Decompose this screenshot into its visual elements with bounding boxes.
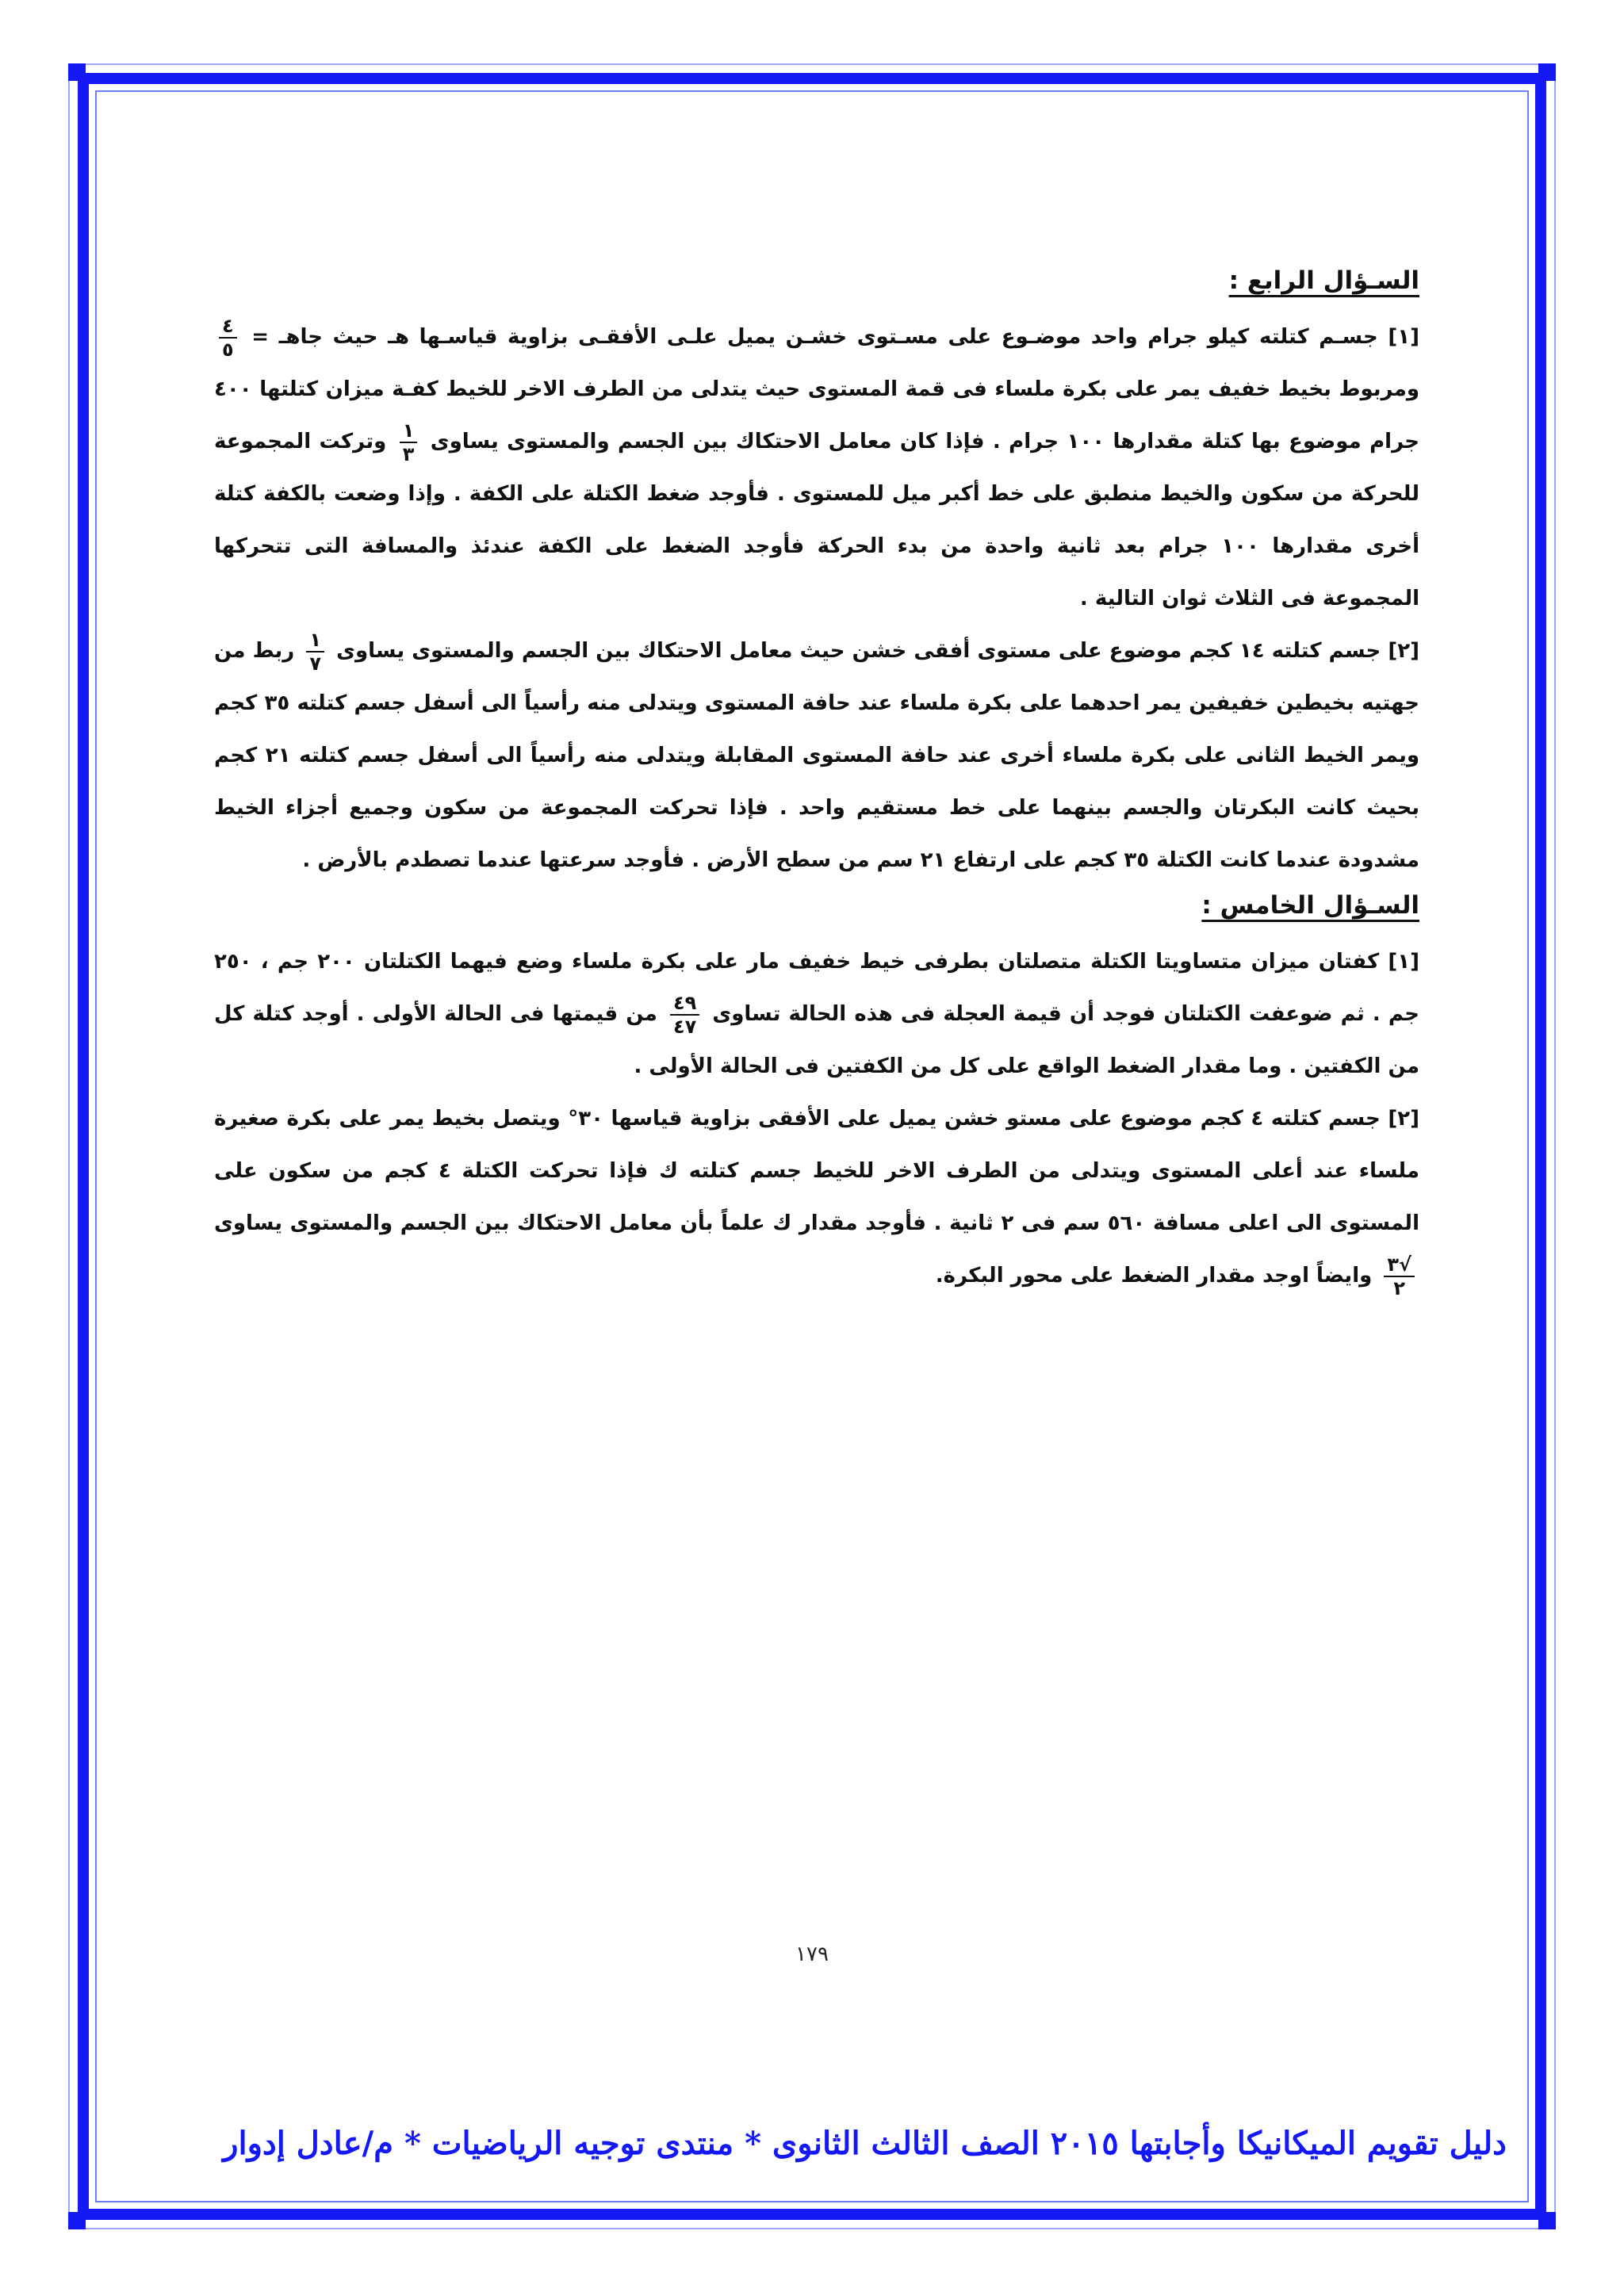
question-4-part-1 bbox=[214, 311, 1419, 625]
footer-caption: دليل تقويم الميكانيكا وأجابتها ٢٠١٥ الصف الثالث الثانوى * منتدى توجيه الرياضيات * م/عادل إدوار bbox=[223, 2125, 1507, 2162]
text: وتركت المجموعة للحركة من سكون والخيط منطبق على خط أكبر ميل للمستوى . فأوجد ضغط الكتلة على الكفة . وإذا وضعت بالكفة كتلة أخرى مقدارها ١٠٠ جرام بعد ثانية واحدة من بدء الحركة فأوجد الضغط على الكفة عندئذ والمسافة التى تتحركها المجموعة فى الثلاث ثوان التالية . bbox=[214, 430, 1419, 610]
text: من قيمتها فى الحالة الأولى . أوجد كتلة كل من الكفتين . وما مقدار الضغط الواقع على كل من الكفتين فى الحالة الأولى . bbox=[214, 1002, 1419, 1078]
text: وايضاً اوجد مقدار الضغط على محور البكرة. bbox=[935, 1264, 1373, 1288]
text: ومربوط بخيط خفيف يمر على بكرة ملساء فى قمة المستوى حيث يتدلى من الطرف الاخر للخيط كفـة ميزان كتلتها ٤٠٠ جرام موضوع بها كتلة مقدارها ١٠٠ جرام . فإذا كان معامل الاحتكاك بين الجسم والمستوى يساوى bbox=[214, 377, 1419, 453]
text: [١] كفتان ميزان متساويتا الكتلة متصلتان بطرفى خيط خفيف مار على بكرة ملساء وضع فيهما الكتلتان ٢٠٠ جم ، ٢٥٠ جم . ثم ضوعفت الكتلتان فوجد أن قيمة العجلة فى هذه الحالة تساوى bbox=[214, 950, 1420, 1026]
question-5-title: السـؤال الخامس : bbox=[1201, 891, 1419, 920]
numerator: ١ bbox=[306, 629, 324, 652]
question-4-part-2 bbox=[214, 625, 1419, 886]
numerator: ١ bbox=[400, 419, 418, 443]
numerator: ٤٩ bbox=[670, 992, 699, 1016]
border-corner bbox=[68, 2212, 86, 2229]
question-4-title: السـؤال الرابع : bbox=[1228, 266, 1419, 295]
text: [٢] جسم كتلته ٤ كجم موضوع على مستو خشن يميل على الأفقى بزاوية قياسها ٣٠° ويتصل بخيط يمر على بكرة صغيرة ملساء عند أعلى المستوى ويتدلى من الطرف الاخر للخيط جسم كتلته ك فإذا تحركت الكتلة ٤ كجم من سكون على المستوى الى اعلى مسافة ٥٦٠ سم فى ٢ ثانية . فأوجد مقدار ك علماً بأن معامل الاحتكاك بين الجسم والمستوى يساوى bbox=[214, 1107, 1419, 1235]
denominator: ٤٧ bbox=[672, 1015, 697, 1038]
question-5-part-1 bbox=[214, 936, 1419, 1093]
denominator: ٥ bbox=[222, 338, 234, 361]
denominator: ٣ bbox=[402, 442, 415, 465]
border-corner bbox=[68, 63, 86, 81]
page-content bbox=[214, 262, 1419, 1302]
numerator: √٣ bbox=[1384, 1253, 1415, 1277]
denominator: ٧ bbox=[309, 652, 322, 675]
text: ربط من جهتيه بخيطين خفيفين يمر احدهما على بكرة ملساء عند حافة المستوى ويتدلى منه رأسياً الى أسفل جسم كتلته ٣٥ كجم ويمر الخيط الثانى على بكرة ملساء أخرى عند حافة المستوى المقابلة ويتدلى منه رأسياً الى أسفل جسم كتلته ٢١ كجم بحيث كانت البكرتان والجسم بينهما على خط مستقيم واحد . فإذا تحركت المجموعة من سكون وجميع أجزاء الخيط مشدودة عندما كانت الكتلة ٣٥ كجم على ارتفاع ٢١ سم من سطح الأرض . فأوجد سرعتها عندما تصطدم بالأرض . bbox=[214, 639, 1419, 872]
fraction bbox=[306, 629, 324, 675]
fraction bbox=[400, 419, 418, 465]
border-corner bbox=[1538, 2212, 1556, 2229]
border-corner bbox=[1538, 63, 1556, 81]
denominator: ٢ bbox=[1393, 1276, 1405, 1299]
page-number: ١٧٩ bbox=[795, 1942, 829, 1966]
fraction bbox=[1384, 1253, 1415, 1299]
fraction bbox=[670, 992, 699, 1038]
text: [٢] جسم كتلته ١٤ كجم موضوع على مستوى أفقى خشن حيث معامل الاحتكاك بين الجسم والمستوى يساوى bbox=[336, 639, 1419, 663]
numerator: ٤ bbox=[219, 315, 237, 339]
fraction bbox=[219, 315, 237, 361]
question-5-part-2 bbox=[214, 1093, 1419, 1302]
text: [١] جسـم كتلته كيلو جرام واحد موضـوع على مسـتوى خشـن يميل علـى الأفقـى بزاوية قياسـها هـ حيث جاهـ = bbox=[251, 325, 1419, 349]
